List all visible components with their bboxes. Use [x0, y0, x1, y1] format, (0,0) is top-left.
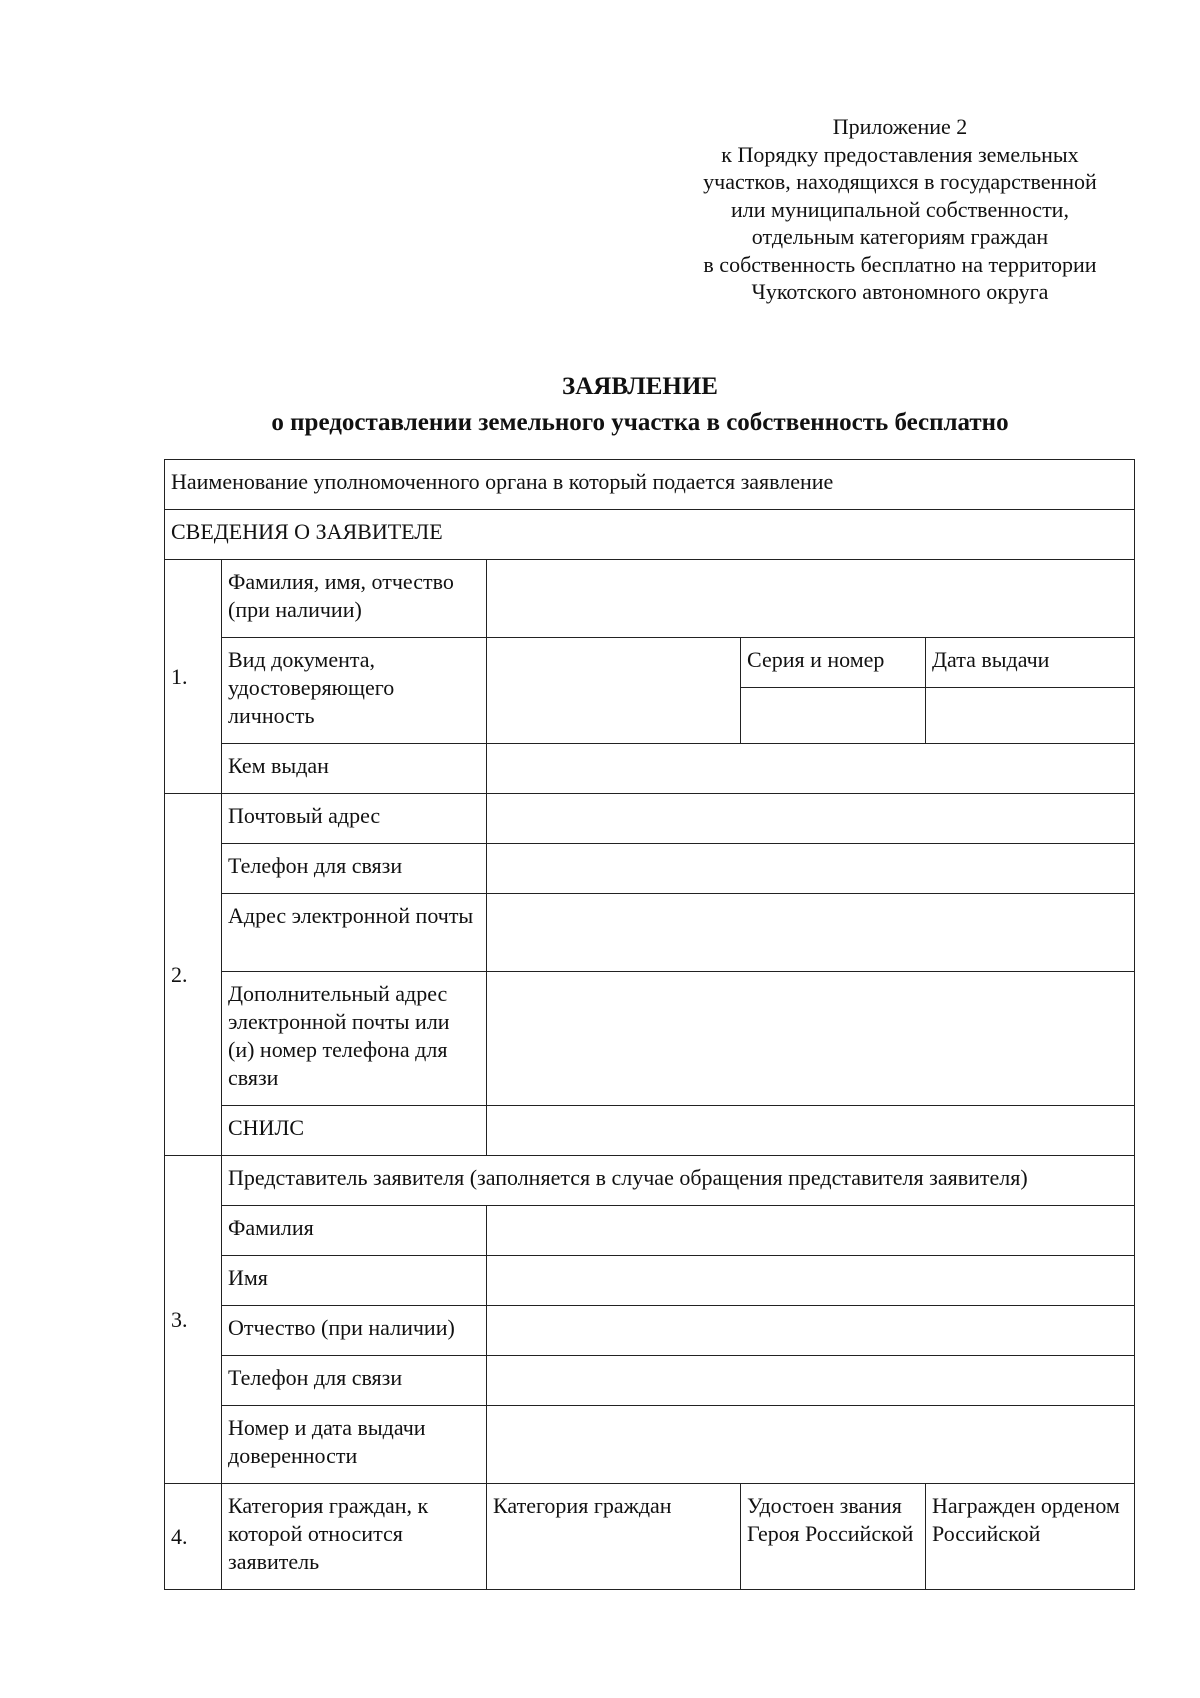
appendix-line: отдельным категориям граждан — [751, 224, 1049, 249]
rep-phone-input[interactable] — [487, 1356, 1135, 1406]
section-number: 4. — [165, 1484, 222, 1590]
issued-by-label: Кем выдан — [222, 744, 487, 794]
section-number: 1. — [165, 560, 222, 794]
issue-date-label: Дата выдачи — [926, 638, 1135, 688]
postal-address-input[interactable] — [487, 794, 1135, 844]
section-number: 2. — [165, 794, 222, 1156]
appendix-line: или муниципальной собственности, — [731, 196, 1069, 222]
extra-contact-label: Дополнительный адрес электронной почты или (и) номер телефона для связи — [222, 972, 487, 1106]
series-number-label: Серия и номер — [741, 638, 926, 688]
power-of-attorney-label: Номер и дата выдачи доверенности — [222, 1406, 487, 1484]
application-form-table — [164, 459, 1135, 1590]
issued-by-input[interactable] — [487, 744, 1135, 794]
category-column: Категория граждан — [487, 1484, 741, 1590]
series-number-input[interactable] — [741, 688, 926, 744]
document-title: ЗАЯВЛЕНИЕ — [562, 373, 718, 400]
fio-label: Фамилия, имя, отчество (при наличии) — [222, 560, 487, 638]
issue-date-input[interactable] — [926, 688, 1135, 744]
postal-address-label: Почтовый адрес — [222, 794, 487, 844]
appendix-line: Приложение 2 — [832, 114, 968, 139]
phone-label: Телефон для связи — [222, 844, 487, 894]
rep-surname-label: Фамилия — [222, 1206, 487, 1256]
power-of-attorney-input[interactable] — [487, 1406, 1135, 1484]
phone-input[interactable] — [487, 844, 1135, 894]
rep-name-input[interactable] — [487, 1256, 1135, 1306]
rep-patronymic-input[interactable] — [487, 1306, 1135, 1356]
doc-type-input[interactable] — [487, 638, 741, 744]
rep-patronymic-label: Отчество (при наличии) — [222, 1306, 487, 1356]
snils-label: СНИЛС — [222, 1106, 487, 1156]
representative-header: Представитель заявителя (заполняется в случае обращения представителя заявителя) — [222, 1156, 1135, 1206]
snils-input[interactable] — [487, 1106, 1135, 1156]
email-label: Адрес электронной почты — [222, 894, 487, 972]
category-label: Категория граждан, к которой относится заявитель — [222, 1484, 487, 1590]
document-subtitle: о предоставлении земельного участка в собственность бесплатно — [271, 409, 1009, 436]
extra-contact-input[interactable] — [487, 972, 1135, 1106]
appendix-line: участков, находящихся в государственной — [703, 169, 1097, 194]
order-column: Награжден орденом Российской — [926, 1484, 1135, 1590]
rep-phone-label: Телефон для связи — [222, 1356, 487, 1406]
fio-input[interactable] — [487, 560, 1135, 638]
rep-surname-input[interactable] — [487, 1206, 1135, 1256]
email-input[interactable] — [487, 894, 1135, 972]
appendix-reference — [640, 113, 1160, 306]
applicant-section-header: СВЕДЕНИЯ О ЗАЯВИТЕЛЕ — [165, 510, 1135, 560]
hero-column: Удостоен звания Героя Российской — [741, 1484, 926, 1590]
rep-name-label: Имя — [222, 1256, 487, 1306]
appendix-line: в собственность бесплатно на территории — [703, 251, 1097, 277]
authority-field[interactable]: Наименование уполномоченного органа в который подается заявление — [165, 460, 1135, 510]
appendix-line: к Порядку предоставления земельных — [721, 141, 1079, 167]
section-number: 3. — [165, 1156, 222, 1484]
doc-type-label: Вид документа, удостоверяющего личность — [222, 638, 487, 744]
appendix-line: Чукотского автономного округа — [751, 279, 1049, 304]
